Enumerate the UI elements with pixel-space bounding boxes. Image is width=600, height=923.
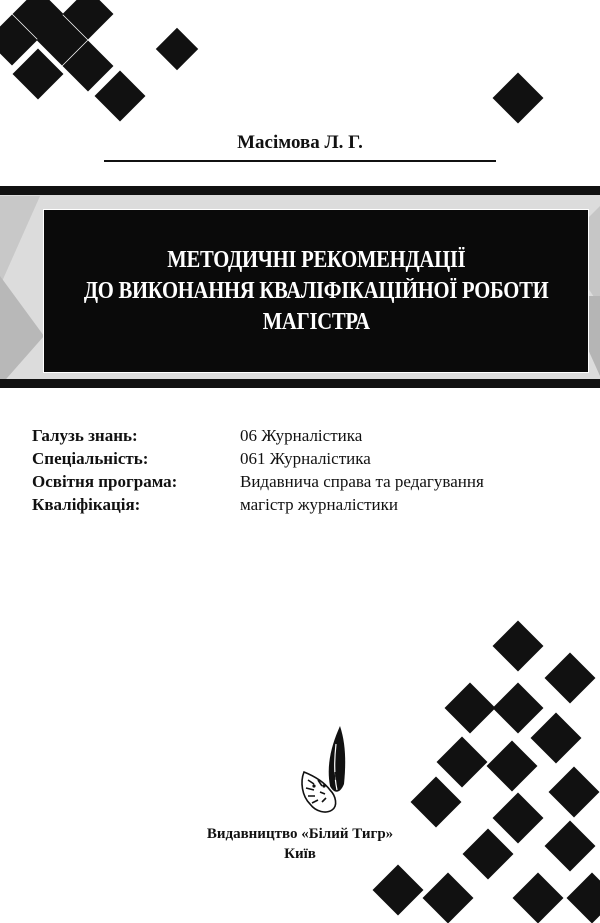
author-divider [104,160,496,162]
detail-label: Спеціальність: [32,449,149,468]
diamond-shape [493,621,544,672]
detail-value: Видавнича справа та редагування [240,472,484,491]
detail-row [32,424,572,447]
title-block [44,210,588,372]
diamond-shape [545,653,596,704]
diamond-shape [567,873,600,923]
detail-row [32,447,572,470]
diamond-shape [549,767,600,818]
detail-label: Кваліфікація: [32,495,141,514]
detail-row [32,470,572,493]
detail-value: магістр журналістики [240,495,398,514]
diamond-shape [411,777,462,828]
title-line: ДО ВИКОНАННЯ КВАЛІФІКАЦІЙНОЇ РОБОТИ [83,277,549,304]
band-triangle [0,276,44,386]
publisher-info [0,824,600,864]
publisher-city: Київ [284,846,316,862]
title-line: МАГІСТРА [262,308,370,335]
detail-row [32,493,572,516]
diamond-shape [493,683,544,734]
detail-value: 06 Журналістика [240,426,363,445]
diamond-shape [423,873,474,923]
diamond-shape [95,71,146,122]
publisher-name: Видавництво «Білий Тигр» [206,826,394,842]
author-name: Масімова Л. Г. [237,132,363,153]
diamond-shape [445,683,496,734]
detail-label: Галузь знань: [32,426,138,445]
diamond-shape [373,865,424,916]
title-line: МЕТОДИЧНІ РЕКОМЕНДАЦІЇ [166,246,466,273]
diamond-shape [487,741,538,792]
detail-value: 061 Журналістика [240,449,371,468]
tiger-quill-logo-icon [296,724,360,816]
band-triangle [0,196,40,286]
band-top-bar [0,186,600,195]
detail-label: Освітня програма: [32,472,178,491]
diamond-shape [531,713,582,764]
diamond-shape [493,73,544,124]
diamond-shape [513,873,564,923]
diamond-shape [156,28,198,70]
program-details [32,424,572,516]
band-bottom-bar [0,379,600,388]
diamond-shape [437,737,488,788]
